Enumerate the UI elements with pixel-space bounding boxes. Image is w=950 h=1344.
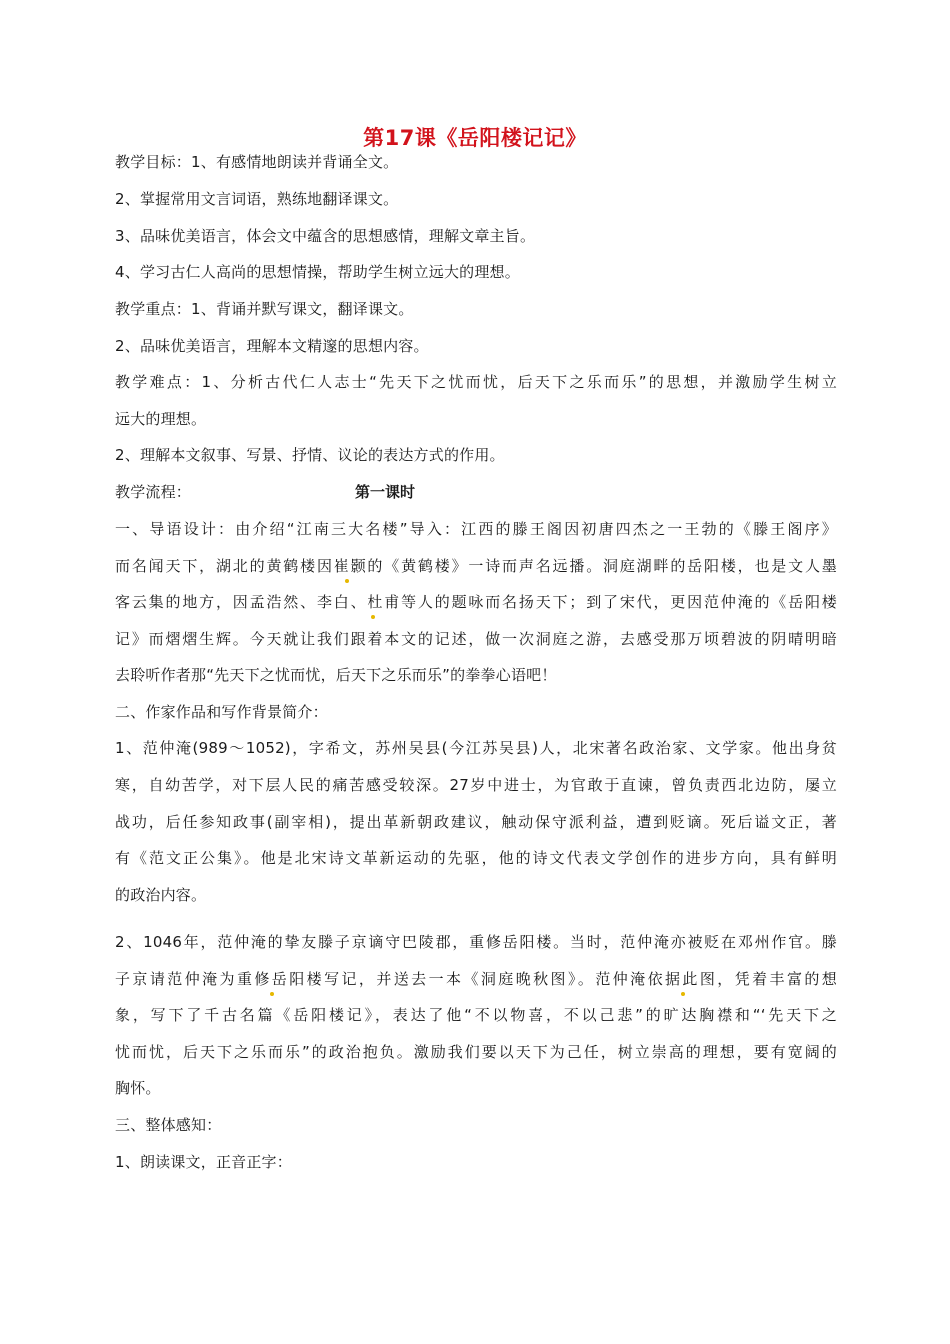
text-line: 2、理解本文叙事、写景、抒情、议论的表达方式的作用。	[115, 446, 505, 464]
text-line: 1、范仲淹(989～1052)，字希文，苏州吴县(今江苏吴县)人，北宋著名政治家、文学家。他出身贫	[115, 739, 837, 757]
text-line: 远大的理想。	[115, 410, 207, 428]
text-line: 的政治内容。	[115, 886, 207, 904]
text-line: 客云集的地方，因孟浩然、李白、杜甫等人的题咏而名扬天下；到了宋代，更因范仲淹的《岳阳楼	[115, 593, 837, 611]
marker-dot	[681, 992, 685, 996]
page-title: 第17课《岳阳楼记记》	[363, 126, 587, 150]
text-line: 记》而熠熠生辉。今天就让我们跟着本文的记述，做一次洞庭之游，去感受那万顷碧波的阴晴明暗	[115, 630, 837, 648]
text-line: 一、导语设计：由介绍“江南三大名楼”导入：江西的滕王阁因初唐四杰之一王勃的《滕王阁序》	[115, 520, 837, 538]
text-line: 去聆听作者那“先天下之忧而忧，后天下之乐而乐”的拳拳心语吧！	[115, 666, 557, 684]
text-line: 胸怀。	[115, 1079, 161, 1097]
text-line: 2、品味优美语言，理解本文精邃的思想内容。	[115, 337, 429, 355]
lesson-label: 第一课时	[355, 483, 416, 501]
text-line: 象，写下了千古名篇《岳阳楼记》，表达了他“不以物喜，不以己悲”的旷达胸襟和“‘先天下之	[115, 1006, 837, 1024]
text-line: 战功，后任参知政事(副宰相)，提出革新朝政建议，触动保守派利益，遭到贬谪。死后谥文正，著	[115, 813, 837, 831]
text-line: 有《范文正公集》。他是北宋诗文革新运动的先驱，他的诗文代表文学创作的进步方向，具有鲜明	[115, 849, 837, 867]
text-line: 教学目标：1、有感情地朗读并背诵全文。	[115, 153, 399, 171]
text-line: 寒，自幼苦学，对下层人民的痛苦感受较深。27岁中进士，为官敢于直谏，曾负责西北边防，屡立	[115, 776, 837, 794]
text-line: 1、朗读课文，正音正字：	[115, 1153, 292, 1171]
text-line: 二、作家作品和写作背景简介：	[115, 703, 328, 721]
text-line: 2、掌握常用文言词语，熟练地翻译课文。	[115, 190, 399, 208]
text-line: 2、1046年，范仲淹的挚友滕子京谪守巴陵郡，重修岳阳楼。当时，范仲淹亦被贬在邓州作官。滕	[115, 933, 837, 951]
text-line: 子京请范仲淹为重修岳阳楼写记，并送去一本《洞庭晚秋图》。范仲淹依据此图，凭着丰富的想	[115, 970, 837, 988]
text-line: 教学难点：1、分析古代仁人志士“先天下之忧而忧，后天下之乐而乐”的思想，并激励学生树立	[115, 373, 837, 391]
marker-dot	[371, 615, 375, 619]
marker-dot	[345, 579, 349, 583]
text-line: 三、整体感知：	[115, 1116, 222, 1134]
text-line: 忧而忧，后天下之乐而乐”的政治抱负。激励我们要以天下为己任，树立崇高的理想，要有宽阔的	[115, 1043, 837, 1061]
text-line: 教学流程：	[115, 483, 192, 501]
text-line: 而名闻天下，湖北的黄鹤楼因崔颢的《黄鹤楼》一诗而声名远播。洞庭湖畔的岳阳楼，也是文人墨	[115, 557, 837, 575]
text-line: 3、品味优美语言，体会文中蕴含的思想感情，理解文章主旨。	[115, 227, 536, 245]
marker-dot	[270, 992, 274, 996]
text-line: 4、学习古仁人高尚的思想情操，帮助学生树立远大的理想。	[115, 263, 520, 281]
text-line: 教学重点：1、背诵并默写课文，翻译课文。	[115, 300, 414, 318]
